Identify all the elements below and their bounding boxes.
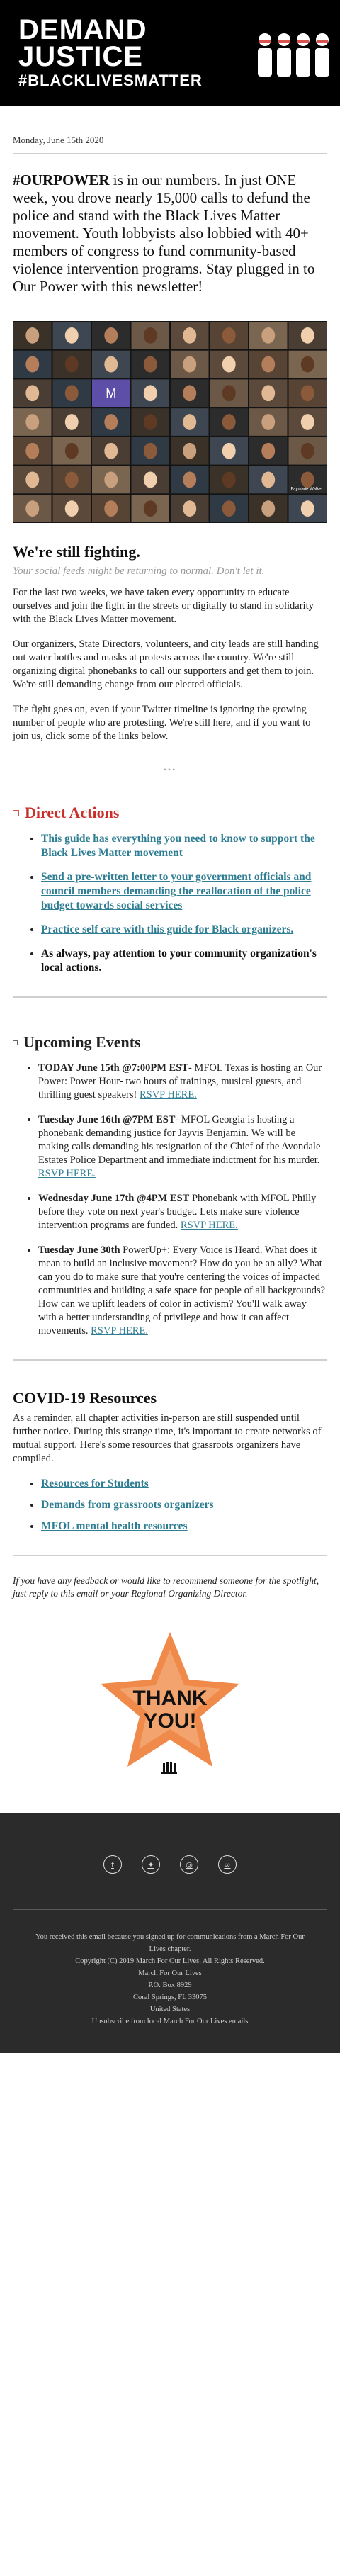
separator-dots: ••• bbox=[163, 765, 177, 775]
participant-face bbox=[26, 414, 39, 430]
fighting-paragraph-1: For the last two weeks, we have taken every opportunity to educate ourselves and join the fight in the streets or digitally to stand in solidarity with the Black Lives Matter movement. bbox=[13, 587, 314, 625]
participant-face bbox=[222, 500, 236, 517]
unsubscribe-link[interactable]: Unsubscribe from local March For Our Lives emails bbox=[91, 2018, 249, 2025]
participant-face bbox=[26, 500, 39, 517]
event-item bbox=[38, 1113, 327, 1181]
events-title: Upcoming Events bbox=[23, 1033, 141, 1051]
event-when: Tuesday June 16th @7PM EST bbox=[38, 1114, 176, 1125]
thanks-line-1: THANK bbox=[132, 1687, 208, 1710]
list-item bbox=[41, 923, 327, 937]
footer-po-box: P.O. Box 8929 bbox=[148, 1981, 192, 1989]
participant-face bbox=[144, 443, 157, 459]
participant-face bbox=[301, 443, 314, 459]
footer-divider bbox=[13, 1909, 327, 1910]
social-icons bbox=[0, 1855, 340, 1874]
participant-face bbox=[26, 385, 39, 401]
divider bbox=[13, 1555, 327, 1556]
participant-face bbox=[26, 327, 39, 344]
participant-face bbox=[261, 472, 275, 488]
participant-face bbox=[261, 443, 275, 459]
participant-face bbox=[222, 327, 236, 344]
participant-face bbox=[104, 500, 118, 517]
participant-face bbox=[65, 472, 79, 488]
participant-face bbox=[26, 472, 39, 488]
footer-copyright: Copyright (C) 2019 March For Our Lives. All Rights Reserved. bbox=[75, 1957, 265, 1965]
participant-face bbox=[65, 327, 79, 344]
participant-face bbox=[183, 385, 196, 401]
footer-city: Coral Springs, FL 33075 bbox=[132, 1993, 208, 2001]
footer-country: United States bbox=[149, 2006, 191, 2013]
list-item bbox=[41, 832, 327, 860]
participant-face bbox=[144, 356, 157, 373]
banner-hashtag: #BLACKLIVESMATTER bbox=[18, 72, 203, 89]
participant-name-label: Faymarie Walker bbox=[290, 487, 323, 492]
action-local-note: As always, pay attention to your community organization's local actions. bbox=[41, 947, 317, 974]
participant-face bbox=[104, 414, 118, 430]
event-text: Phonebank with MFOL Philly before they vote on next year's budget. Lets make sure violence intervention programs are funded. bbox=[38, 1193, 317, 1231]
participant-face bbox=[183, 414, 196, 430]
lead-hashtag: #OURPOWER bbox=[13, 171, 110, 189]
footer-signup-note: You received this email because you signed up for communications from a March For Our Lives chapter. bbox=[35, 1933, 305, 1953]
thanks-line-2: YOU! bbox=[143, 1709, 197, 1733]
rsvp-link[interactable]: RSVP HERE. bbox=[139, 1089, 197, 1101]
participant-face bbox=[65, 385, 79, 401]
covid-title: COVID-19 Resources bbox=[13, 1389, 157, 1407]
participant-face bbox=[65, 356, 79, 373]
thank-you-graphic bbox=[99, 1629, 241, 1784]
event-item bbox=[38, 1062, 327, 1102]
list-item bbox=[41, 1498, 327, 1512]
participant-face bbox=[301, 472, 314, 488]
participant-face bbox=[65, 414, 79, 430]
rsvp-link[interactable]: RSVP HERE. bbox=[180, 1220, 238, 1231]
participant-face bbox=[65, 443, 79, 459]
participant-face bbox=[104, 472, 118, 488]
twitter-icon[interactable]: ✦ bbox=[142, 1855, 160, 1874]
participant-face bbox=[144, 327, 157, 344]
list-item bbox=[41, 1519, 327, 1534]
event-item bbox=[38, 1244, 327, 1338]
participant-face bbox=[104, 356, 118, 373]
participant-face bbox=[104, 443, 118, 459]
rsvp-link[interactable]: RSVP HERE. bbox=[38, 1168, 96, 1179]
link-icon[interactable]: ∞ bbox=[218, 1855, 237, 1874]
divider bbox=[13, 996, 327, 998]
action-link-blm-guide[interactable]: This guide has everything you need to know to support the Black Lives Matter movement bbox=[41, 833, 315, 859]
avatar-initial: M bbox=[106, 386, 117, 400]
participant-face bbox=[261, 356, 275, 373]
divider bbox=[13, 1359, 327, 1361]
participant-face bbox=[26, 356, 39, 373]
participant-face bbox=[183, 443, 196, 459]
participant-face bbox=[65, 500, 79, 517]
event-text: PowerUp+: Every Voice is Heard. What does it mean to build an inclusive movement? How do you be an ally? What can you do to make sure that you're centering the voices of impacted communities and building a safe space for people of all backgrounds? How can we uplift leaders of color in activism? You'll walk away with a better understanding of privilege and how it can affect movements. bbox=[38, 1244, 326, 1337]
facebook-icon[interactable]: f bbox=[103, 1855, 122, 1874]
fighting-title: We're still fighting. bbox=[13, 543, 140, 561]
direct-actions-list bbox=[13, 832, 327, 975]
events-list bbox=[13, 1062, 327, 1338]
fighting-paragraph-2: Our organizers, State Directors, volunteers, and city leads are still handing out water bottles and masks at protests across the country. We're still organizing digital phonebanks to call our supporters and get them to join. We're still demanding change from our elected officials. bbox=[13, 639, 319, 690]
hand-icon bbox=[162, 1762, 177, 1774]
event-item bbox=[38, 1192, 327, 1232]
participant-face bbox=[261, 385, 275, 401]
participant-face bbox=[222, 356, 236, 373]
star-icon bbox=[99, 1629, 241, 1784]
participant-face bbox=[222, 385, 236, 401]
newsletter-date: Monday, June 15th 2020 bbox=[13, 135, 104, 145]
participant-face bbox=[183, 356, 196, 373]
action-link-letter[interactable]: Send a pre-written letter to your government officials and council members demanding the reallocation of the police budget towards social services bbox=[41, 871, 312, 911]
covid-paragraph: As a reminder, all chapter activities in-person are still suspended until further notice. During this strange time, it's important to create networks of mutual support. Here's some resources that grassroots organizers have compiled. bbox=[13, 1412, 322, 1464]
participant-face bbox=[144, 385, 157, 401]
action-link-self-care[interactable]: Practice self care with this guide for Black organizers. bbox=[41, 923, 294, 935]
participant-face bbox=[222, 472, 236, 488]
event-text: - MFOL Georgia is hosting a phonebank demanding justice for Jayvis Benjamin. We will be making calls demanding his resignation of the Chief of the Avondale Estates Police Department and immediate indictment for his murder. bbox=[38, 1114, 321, 1166]
participant-face bbox=[301, 385, 314, 401]
zoom-grid-image bbox=[13, 321, 327, 523]
participant-face bbox=[183, 327, 196, 344]
fighting-paragraph-3: The fight goes on, even if your Twitter timeline is ignoring the growing number of people who are protesting. We're still here, and if you want to join us, click some of the links below. bbox=[13, 704, 311, 742]
participant-face bbox=[301, 327, 314, 344]
list-item bbox=[41, 947, 327, 975]
participant-face bbox=[26, 443, 39, 459]
participant-face bbox=[144, 500, 157, 517]
protesters-illustration bbox=[255, 30, 332, 86]
banner-line-1: DEMAND bbox=[18, 14, 147, 45]
banner-line-2: JUSTICE bbox=[18, 41, 143, 72]
participant-face bbox=[301, 500, 314, 517]
participant-face bbox=[183, 500, 196, 517]
fighting-subtitle: Your social feeds might be returning to normal. Don't let it. bbox=[13, 566, 265, 577]
header-banner bbox=[0, 0, 340, 106]
square-bullet-icon bbox=[13, 810, 19, 816]
instagram-icon[interactable]: ◎ bbox=[180, 1855, 198, 1874]
participant-face bbox=[261, 414, 275, 430]
list-item bbox=[41, 870, 327, 913]
events-header bbox=[13, 1033, 327, 1052]
square-bullet-icon bbox=[13, 1040, 18, 1045]
covid-link-students[interactable]: Resources for Students bbox=[41, 1478, 149, 1490]
participant-face bbox=[261, 327, 275, 344]
list-item bbox=[41, 1477, 327, 1491]
participant-face bbox=[183, 472, 196, 488]
participant-face bbox=[144, 472, 157, 488]
lead-paragraph bbox=[13, 171, 327, 296]
event-text: - MFOL Texas is hosting an Our Power: Power Hour- two hours of trainings, musical guests, and thrilling guest speakers! bbox=[38, 1062, 322, 1101]
participant-face bbox=[222, 443, 236, 459]
event-when: Wednesday June 17th @4PM EST bbox=[38, 1193, 190, 1204]
covid-links-list bbox=[13, 1477, 327, 1534]
participant-face bbox=[301, 414, 314, 430]
event-when: TODAY June 15th @7:00PM EST bbox=[38, 1062, 188, 1074]
rsvp-link[interactable]: RSVP HERE. bbox=[91, 1325, 148, 1337]
footer bbox=[0, 1813, 340, 2053]
participant-face bbox=[261, 500, 275, 517]
participant-face bbox=[144, 414, 157, 430]
participant-face bbox=[104, 327, 118, 344]
zoom-call-collage bbox=[13, 321, 327, 523]
lead-text: is in our numbers. In just ONE week, you drove nearly 15,000 calls to defund the police and stand with the Black Lives Matter movement. Youth lobbyists also lobbied with 40+ members of congress to fund community-based violence intervention programs. Stay plugged in to Our Power with this newsletter! bbox=[13, 171, 315, 295]
covid-link-mental-health[interactable]: MFOL mental health resources bbox=[41, 1520, 188, 1532]
participant-face bbox=[301, 356, 314, 373]
direct-actions-header bbox=[13, 804, 327, 822]
feedback-note: If you have any feedback or would like to recommend someone for the spotlight, just reply to this email or your Regional Organizing Director. bbox=[13, 1575, 319, 1599]
direct-actions-title: Direct Actions bbox=[25, 804, 120, 821]
participant-face bbox=[222, 414, 236, 430]
footer-org: March For Our Lives bbox=[138, 1969, 202, 1977]
covid-link-demands[interactable]: Demands from grassroots organizers bbox=[41, 1499, 214, 1511]
divider bbox=[13, 153, 327, 154]
event-when: Tuesday June 30th bbox=[38, 1244, 120, 1256]
